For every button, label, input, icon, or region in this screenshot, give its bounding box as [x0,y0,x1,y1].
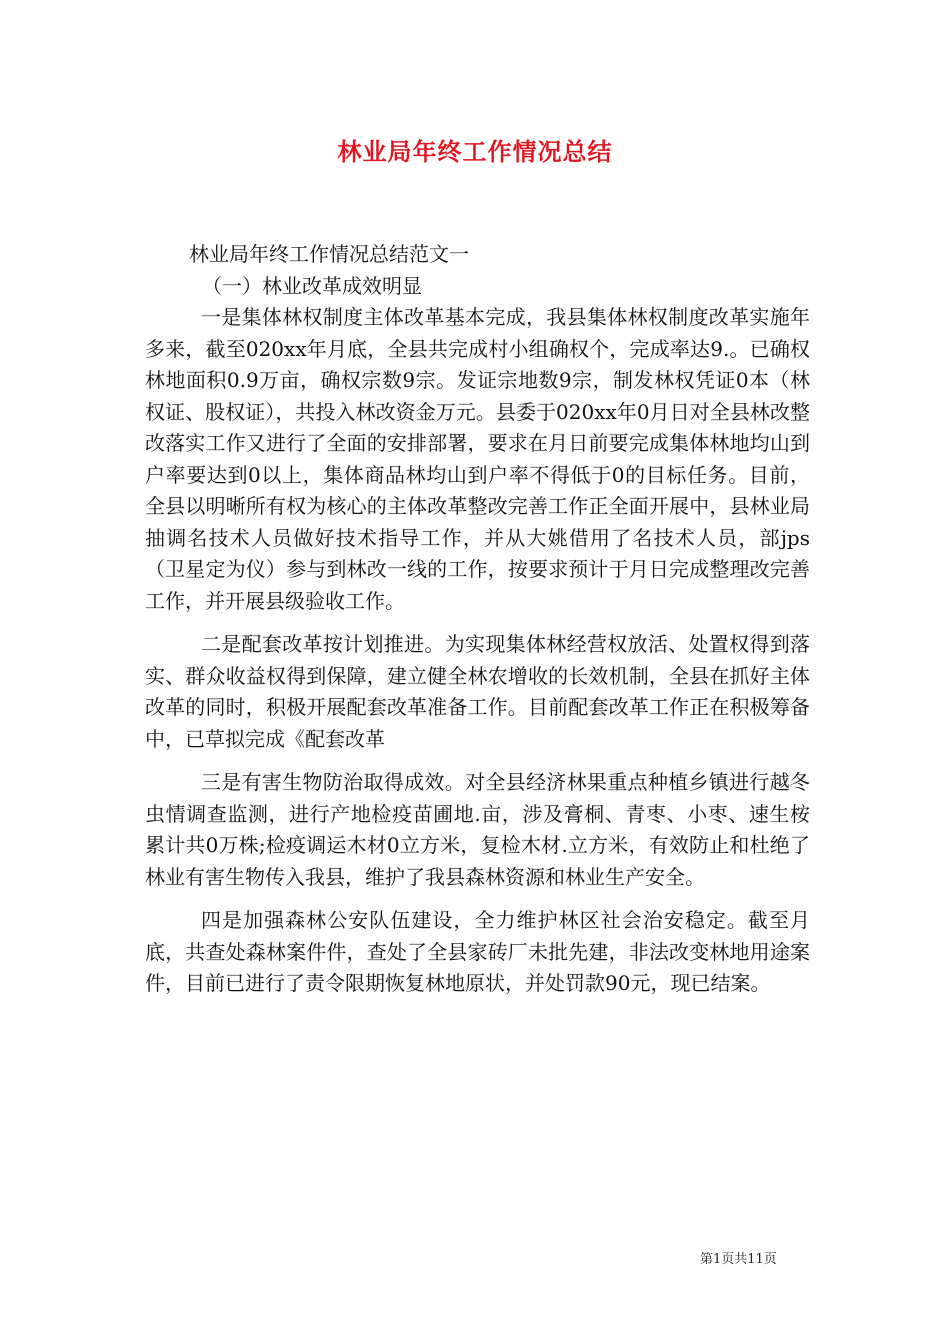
paragraph-1: 一是集体林权制度主体改革基本完成，我县集体林权制度改革实施年多来，截至020xx年月底，全县共完成村小组确权个，完成率达9.。已确权林地面积0.9万亩，确权宗数9宗。发证宗地数9宗，制发林权凭证0本（林权证、股权证），共投入林改资金万元。县委于020xx年0月日对全县林改整改落实工作又进行了全面的安排部署，要求在月日前要完成集体林地均山到户率要达到0以上，集体商品林均山到户率不得低于0的目标任务。目前，全县以明晰所有权为核心的主体改革整改完善工作正全面开展中，县林业局抽调名技术人员做好技术指导工作，并从大姚借用了名技术人员，部jps（卫星定为仪）参与到林改一线的工作，按要求预计于月日完成整理改完善工作，并开展县级验收工作。 [145,305,810,613]
paragraph-3: 三是有害生物防治取得成效。对全县经济林果重点种植乡镇进行越冬虫情调查监测，进行产地检疫苗圃地.亩，涉及膏桐、青枣、小枣、速生桉累计共0万株;检疫调运木材0立方米，复检木材.立方米，有效防止和杜绝了林业有害生物传入我县，维护了我县森林资源和林业生产安全。 [145,770,810,889]
document-body [145,239,810,1000]
page-number: 第1页共11页 [700,1252,777,1267]
document-subtitle: 林业局年终工作情况总结范文一 [189,242,469,266]
paragraph-4: 四是加强森林公安队伍建设，全力维护林区社会治安稳定。截至月底，共查处森林案件件，查处了全县家砖厂未批先建，非法改变林地用途案件，目前已进行了责令限期恢复林地原状，并处罚款90元，现已结案。 [145,908,810,995]
paragraph-2: 二是配套改革按计划推进。为实现集体林经营权放活、处置权得到落实、群众收益权得到保障，建立健全林农增收的长效机制，全县在抓好主体改革的同时，积极开展配套改革准备工作。目前配套改革工作正在积极筹备中，已草拟完成《配套改革 [145,632,810,751]
section-heading: （一）林业改革成效明显 [202,273,422,298]
document-title: 林业局年终工作情况总结 [337,137,613,166]
